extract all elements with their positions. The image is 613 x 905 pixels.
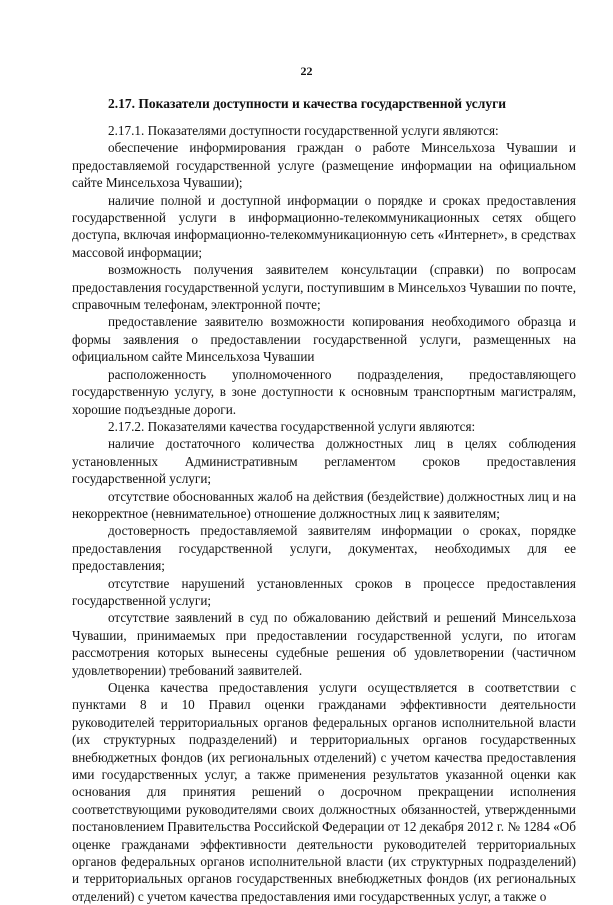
paragraph-information-availability: наличие полной и доступной информации о порядке и сроках предоставления государственной услуги в информационно-телекоммуникационных сетях общего доступа, включая информационно-телекоммуникационную сеть «Интернет», в средствах массовой информации; [72,192,576,260]
paragraph-form-copying: предоставление заявителю возможности копирования необходимого образца и формы заявления о предоставлении государственной услуги, размещенных на официальном сайте Минсельхоза Чувашии [72,314,576,365]
paragraph-informing: обеспечение информирования граждан о работе Минсельхоза Чувашии и предоставляемой государственной услуге (размещение информации на официальном сайте Минсельхоза Чувашии); [72,140,576,191]
page-number: 22 [300,64,313,78]
body-text [72,122,576,905]
paragraph-no-court-claims: отсутствие заявлений в суд по обжалованию действий и решений Минсельхоза Чувашии, принимаемых при предоставлении государственной услуги, по итогам рассмотрения которых вынесены судебные решения об удовлетворении (частичном удовлетворении) требований заявителей. [72,610,576,678]
paragraph-location: расположенность уполномоченного подразделения, предоставляющего государственную услугу, в зоне доступности к основным транспортным магистралям, хорошие подъездные дороги. [72,366,576,417]
paragraph-reliability: достоверность предоставляемой заявителям информации о сроках, порядке предоставления государственной услуги, документах, необходимых для ее предоставления; [72,523,576,574]
paragraph-2-17-2-intro: 2.17.2. Показателями качества государственной услуги являются: [108,418,476,434]
paragraph-no-deadline-violations: отсутствие нарушений установленных сроков в процессе предоставления государственной услуги; [72,575,576,608]
section-heading: 2.17. Показатели доступности и качества государственной услуги [108,96,506,111]
paragraph-staff-sufficiency: наличие достаточного количества должностных лиц в целях соблюдения установленных Административным регламентом сроков предоставления государственной услуги; [72,436,576,487]
paragraph-consultation: возможность получения заявителем консультации (справки) по вопросам предоставления государственной услуги, поступившим в Минсельхоз Чувашии по почте, справочным телефонам, электронной почте; [72,262,576,313]
paragraph-quality-assessment: Оценка качества предоставления услуги осуществляется в соответствии с пунктами 8 и 10 Правил оценки гражданами эффективности деятельности руководителей территориальных органов федеральных органов исполнительной власти (их структурных подразделений) и территориальных органов государственных внебюджетных фондов (их региональных отделений) с учетом качества предоставления ими государственных услуг, а также применения результатов указанной оценки как основания для принятия решений о досрочном прекращении исполнения соответствующими руководителями своих должностных обязанностей, утвержденными постановлением Правительства Российской Федерации от 12 декабря 2012 г. № 1284 «Об оценке гражданами эффективности деятельности руководителей территориальных органов федеральных органов исполнительной власти (их структурных подразделений) и территориальных органов государственных внебюджетных фондов (их региональных отделений) с учетом качества предоставления ими государственных услуг, а также о [72,680,576,904]
paragraph-2-17-1-intro: 2.17.1. Показателями доступности государственной услуги являются: [108,123,499,138]
paragraph-no-complaints: отсутствие обоснованных жалоб на действия (бездействие) должностных лиц и на некорректное (невнимательное) отношение должностных лиц к заявителям; [72,488,576,521]
